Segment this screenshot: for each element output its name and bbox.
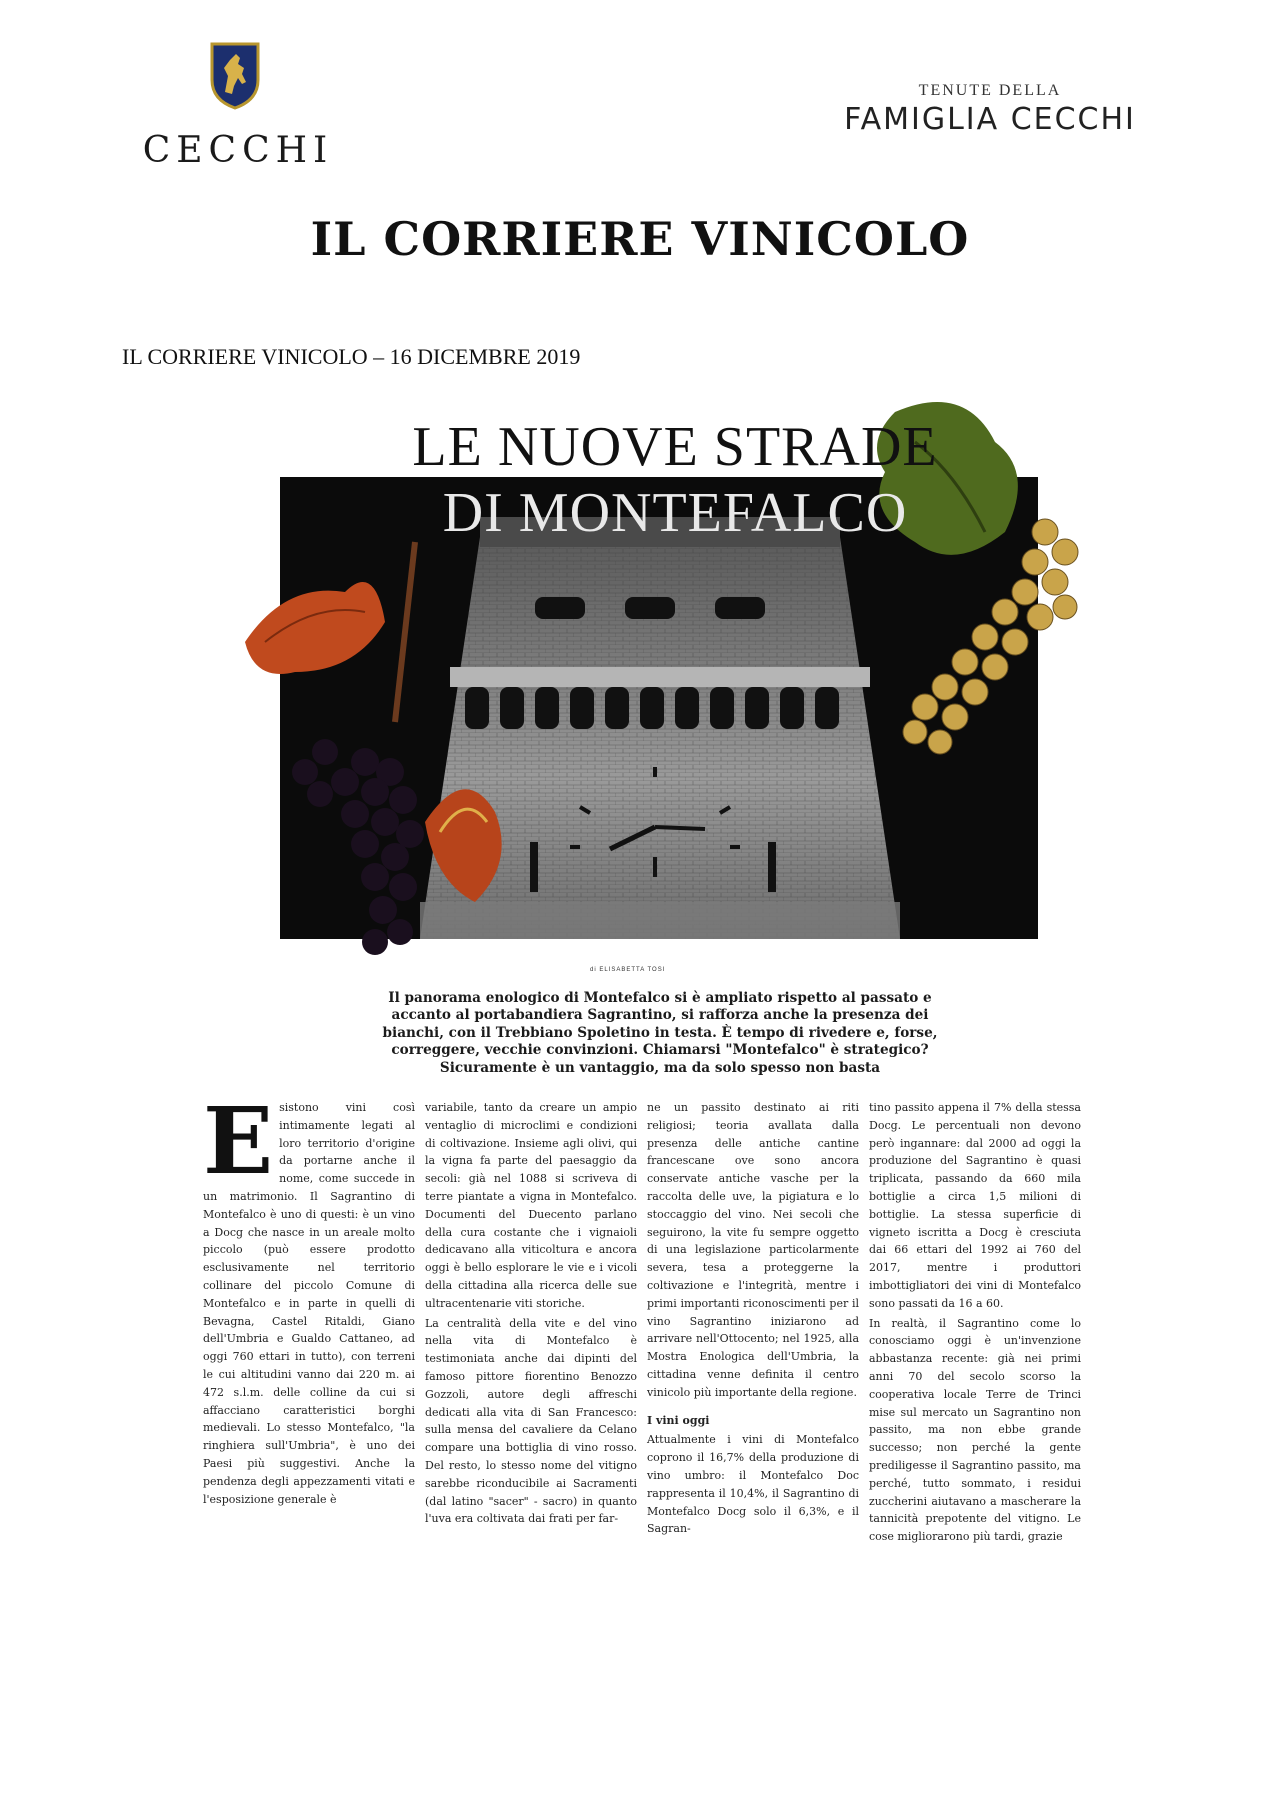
masthead-title: IL CORRIERE VINICOLO — [310, 212, 970, 266]
body-column-4 — [869, 1099, 1081, 1548]
publication-date-line: IL CORRIERE VINICOLO – 16 DICEMBRE 2019 — [122, 344, 581, 369]
column-4-paragraph-2: In realtà, il Sagrantino come lo conosciamo oggi è un'invenzione abbastanza recente: già nei primi anni 70 del secolo scorso la cooperativa locale Terre de Trinci mise sul mercato un Sagrantino non passito, ma non ebbe grande successo; non perché la gente prediligesse il Sagrantino passito, ma perché, tutto sommato, i residui zuccherini aiutavano a mascherare la tannicità prepotente del vitigno. Le cose migliorarono più tardi, grazie — [869, 1316, 1081, 1544]
body-column-2 — [425, 1099, 637, 1530]
column-3-paragraph-1: ne un passito destinato ai riti religiosi; teoria avallata dalla presenza delle antiche cantine francescane ove sono ancora conservate antiche vasche per la raccolta delle uve, la pigiatura e lo stoccaggio del vino. Nei secoli che seguirono, la vite fu sempre oggetto di una legislazione particolarmente severa, tesa a proteggerne la coltivazione e l'integrità, mentre i primi importanti riconoscimenti per il vino Sagrantino iniziarono ad arrivare nell'Ottocento; nel 1925, alla Mostra Enologica dell'Umbria, la cittadina venne definita il centro vinicolo più importante della regione. — [647, 1101, 859, 1399]
column-1-text: sistono vini così intimamente legati al loro territorio d'origine da portarne anche il nome, come succede in un matrimonio. Il Sagrantino di Montefalco è uno di questi: è un vino a Docg che nasce in un areale molto piccolo (può essere prodotto esclusivamente nel territorio collinare del piccolo Comune di Montefalco e in parte in quelli di Bevagna, Castel Ritaldi, Giano dell'Umbria e Gualdo Cattaneo, ad oggi 760 ettari in tutto), con terreni le cui altitudini vanno dai 220 m. ai 472 s.l.m. delle colline da cui si affacciano caratteristici borghi medievali. Lo stesso Montefalco, "la ringhiera sull'Umbria", è uno dei Paesi più suggestivi. Anche la pendenza degli appezzamenti vitati e l'esposizione generale è — [203, 1101, 415, 1506]
headline-line-1: LE NUOVE STRADE — [412, 416, 938, 478]
cecchi-wordmark: CECCHI — [142, 130, 334, 171]
column-2-paragraph-1: variabile, tanto da creare un ampio ventaglio di microclimi e condizioni di coltivazione. Insieme agli olivi, qui la vigna fa parte del paesaggio da secoli: già nel 1088 si scriveva di terre piantate a vigna in Montefalco. Documenti del Duecento parlano della cura costante che i vignaioli dedicavano alla viticoltura e ancora oggi è bello esplorare le vie e i vicoli della cittadina alla ricerca delle sue ultracentenarie viti storiche. — [425, 1101, 637, 1310]
famiglia-cecchi-text: FAMIGLIA CECCHI — [844, 102, 1136, 137]
column-4-paragraph-1: tino passito appena il 7% della stessa Docg. Le percentuali non devono però ingannare: dal 2000 ad oggi la produzione del Sagrantino è quasi triplicata, passando da 660 mila bottiglie a circa 1,5 milioni di bottiglie. La stessa superficie di vigneto iscritta a Docg è cresciuta dai 66 ettari del 1992 ai 760 del 2017, mentre i produttori imbottigliatori dei vini di Montefalco sono passati da 16 a 60. — [869, 1101, 1081, 1310]
article-headline — [295, 414, 1055, 546]
column-2-paragraph-2: La centralità della vite e del vino nella vita di Montefalco è testimoniata anche dai dipinti del famoso pittore fiorentino Benozzo Gozzoli, autore degli affreschi dedicati alla vita di San Francesco: sulla mensa del cavaliere da Celano compare una bottiglia di vino rosso. Del resto, lo stesso nome del vitigno sarebbe riconducibile ai Sacramenti (dal latino "sacer" - sacro) in quanto l'uva era coltivata dai frati per far- — [425, 1316, 637, 1526]
body-column-1 — [203, 1087, 415, 1510]
lion-shield-icon — [210, 42, 260, 110]
byline: di ELISABETTA TOSI — [590, 967, 666, 973]
article-lead: Il panorama enologico di Montefalco si è ampliato rispetto al passato e accanto al portabandiera Sagrantino, si rafforza anche la presenza dei bianchi, con il Trebbiano Spoletino in testa. È tempo di rivedere e, forse, correggere, vecchie convinzioni. Chiamarsi "Montefalco" è strategico? Sicuramente è un vantaggio, ma da solo spesso non basta — [382, 990, 938, 1076]
column-3-paragraph-2: Attualmente i vini di Montefalco coprono il 16,7% della produzione di vino umbro: il Montefalco Doc rappresenta il 10,4%, il Sagrantino di Montefalco Docg solo il 6,3%, e il Sagran- — [647, 1433, 859, 1536]
body-column-3 — [647, 1099, 859, 1540]
cecchi-logo — [138, 42, 338, 172]
section-subhead: I vini oggi — [647, 1413, 710, 1427]
red-grapes-illustration — [225, 522, 525, 982]
famiglia-cecchi-logo — [820, 82, 1160, 152]
tenute-della-text: TENUTE DELLA — [918, 82, 1062, 99]
article-clipping — [205, 392, 1085, 1602]
headline-line-2: DI MONTEFALCO — [442, 482, 908, 544]
drop-cap: E — [203, 1087, 274, 1195]
